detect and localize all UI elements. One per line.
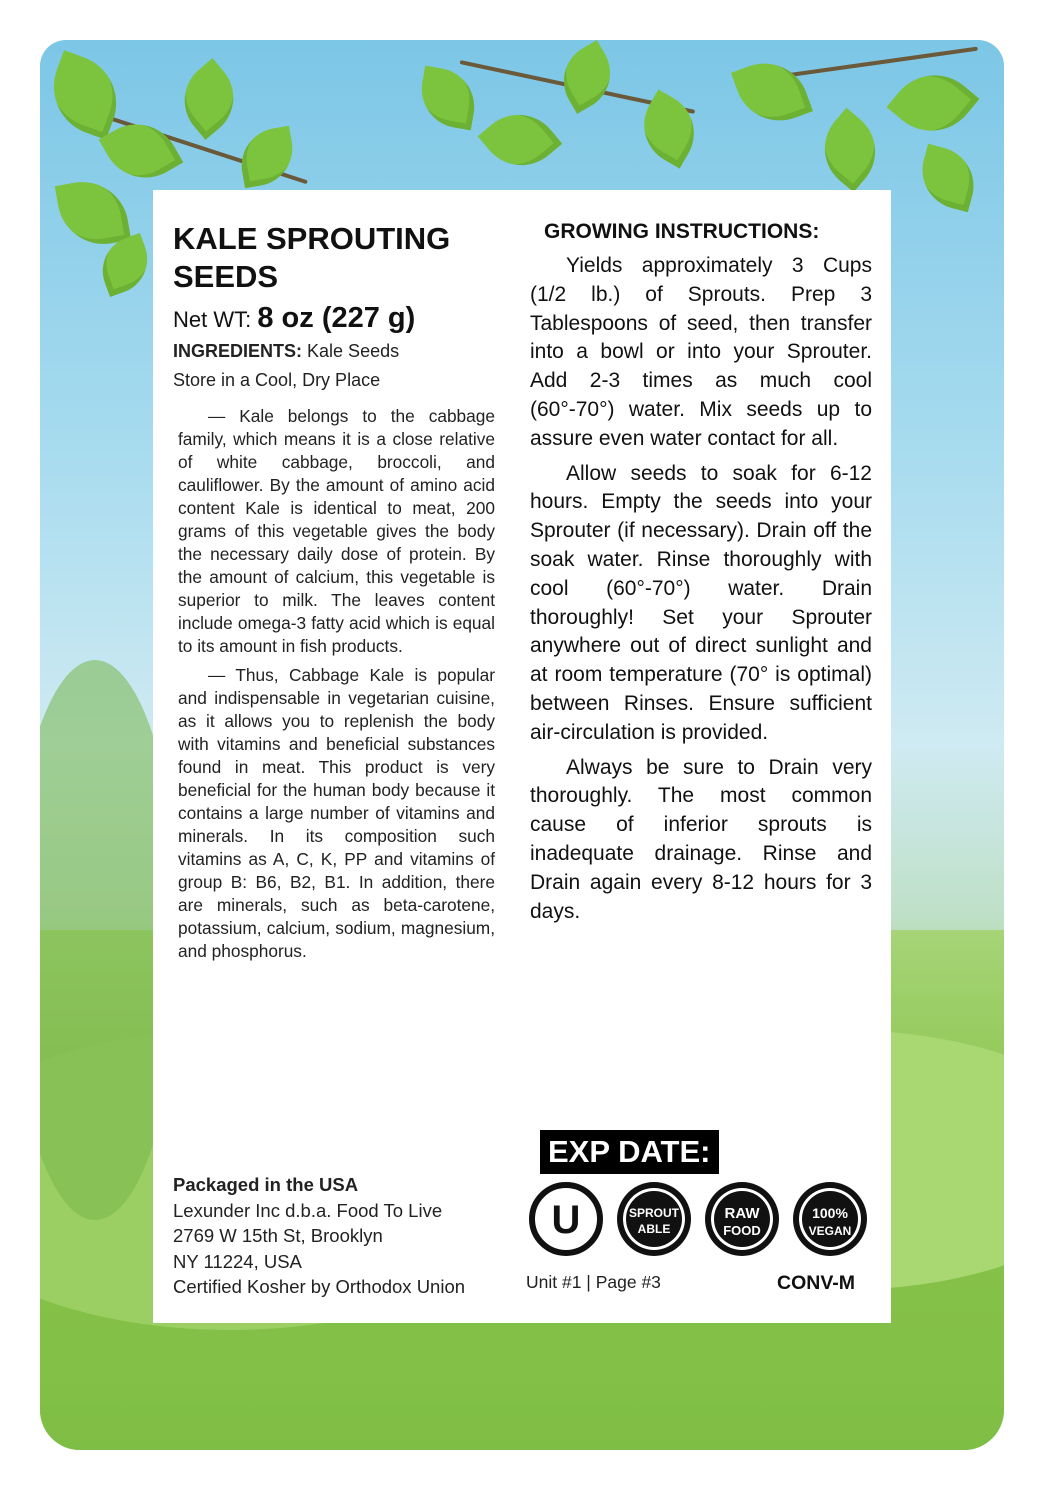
leaf-decoration [887,57,980,150]
vegan-line-1: 100% [812,1205,848,1221]
unit-page: Unit #1 | Page #3 [526,1272,661,1292]
leaf-decoration [236,126,299,189]
leaf-decoration [416,66,481,131]
kosher-u-icon [527,1180,605,1258]
instructions-heading: GROWING INSTRUCTIONS: [544,220,820,243]
sproutable-line-2: ABLE [637,1222,671,1236]
leaf-decoration [731,51,813,133]
instructions-paragraph: Always be sure to Drain very thoroughly. The most common cause of inferior sprouts is inadequate drainage. Rinse and Drain again every 8-12 hours for 3 days. [530,755,872,923]
ingredients-value: Kale Seeds [307,341,400,361]
product-title: KALE SPROUTING SEEDS [173,221,451,294]
storage-note: Store in a Cool, Dry Place [173,370,381,390]
raw-food-line-1: RAW [724,1205,760,1222]
leaf-decoration [40,50,130,140]
packaging-heading: Packaged in the USA [173,1174,359,1195]
right-column [530,220,872,926]
description-paragraph: — Kale belongs to the cabbage family, which means it is a close relative of white cabbage, broccoli, and cauliflower. By the amount of amino acid content Kale is identical to meat, 200 grams of this vegetable gives the body the necessary daily dose of protein. By the amount of calcium, this vegetable is superior to milk. The leaves content include omega-3 fatty acid which is equal to its amount in fish products. [178,406,495,656]
certification-badges [527,1180,873,1262]
kosher-letter: U [551,1198,581,1242]
leaf-decoration [550,40,624,114]
sproutable-line-1: SPROUT [628,1206,680,1220]
instructions-paragraph: Allow seeds to soak for 6-12 hours. Empty the seeds into your Sprouter (if necessary). Drain off the soak water. Rinse thoroughly with cool (60°-70°) water. Drain thoroughly! Set your Sprouter anywhere out of direct sunlight and at room temperature (70° is optimal) between Rinses. Ensure sufficient air-circulation is provided. [530,461,872,744]
leaf-decoration [808,108,893,193]
net-weight-label: Net WT: [173,307,252,332]
description-paragraph: — Thus, Cabbage Kale is popular and indispensable in vegetarian cuisine, as it allows you to replenish the body with vitamins and beneficial substances found in meat. This product is very beneficial for the human body because it contains a large number of vitamins and minerals. In its composition such vitamins as A, C, K, PP and vitamins of group B: B6, B2, B1. In addition, there are minerals, such as beta-carotene, potassium, calcium, sodium, magnesium, and phosphorus. [178,665,495,961]
product-code: CONV-M [777,1272,855,1294]
leaf-decoration [914,144,983,213]
exp-date-label: EXP DATE: [540,1130,719,1174]
address-line-2: NY 11224, USA [173,1250,302,1272]
vegan-badge-icon [791,1180,869,1258]
leaf-decoration [478,98,563,183]
ingredients-label: INGREDIENTS: [173,341,303,361]
leaf-decoration [168,58,250,140]
vegan-line-2: VEGAN [808,1224,852,1238]
raw-food-badge-icon [703,1180,781,1258]
ingredients [173,341,495,362]
certification-text: Certified Kosher by Orthodox Union [173,1276,466,1297]
raw-food-line-2: FOOD [723,1223,761,1238]
net-weight-value: 8 oz (227 g) [257,302,416,334]
sproutable-badge-icon [615,1180,693,1258]
address-line-1: 2769 W 15th St, Brooklyn [173,1225,383,1246]
back-label [153,190,891,1323]
net-weight [173,302,495,335]
company-name: Lexunder Inc d.b.a. Food To Live [173,1199,443,1221]
left-column [173,220,495,963]
packaging-info [173,1172,503,1300]
instructions-paragraph: Yields approximately 3 Cups (1/2 lb.) of Sprouts. Prep 3 Tablespoons of seed, then transfer into a bowl or into your Sprouter. Add 2-3 times as much cool (60°-70°) water. Mix seeds up to assure even water contact for all. [530,254,872,450]
